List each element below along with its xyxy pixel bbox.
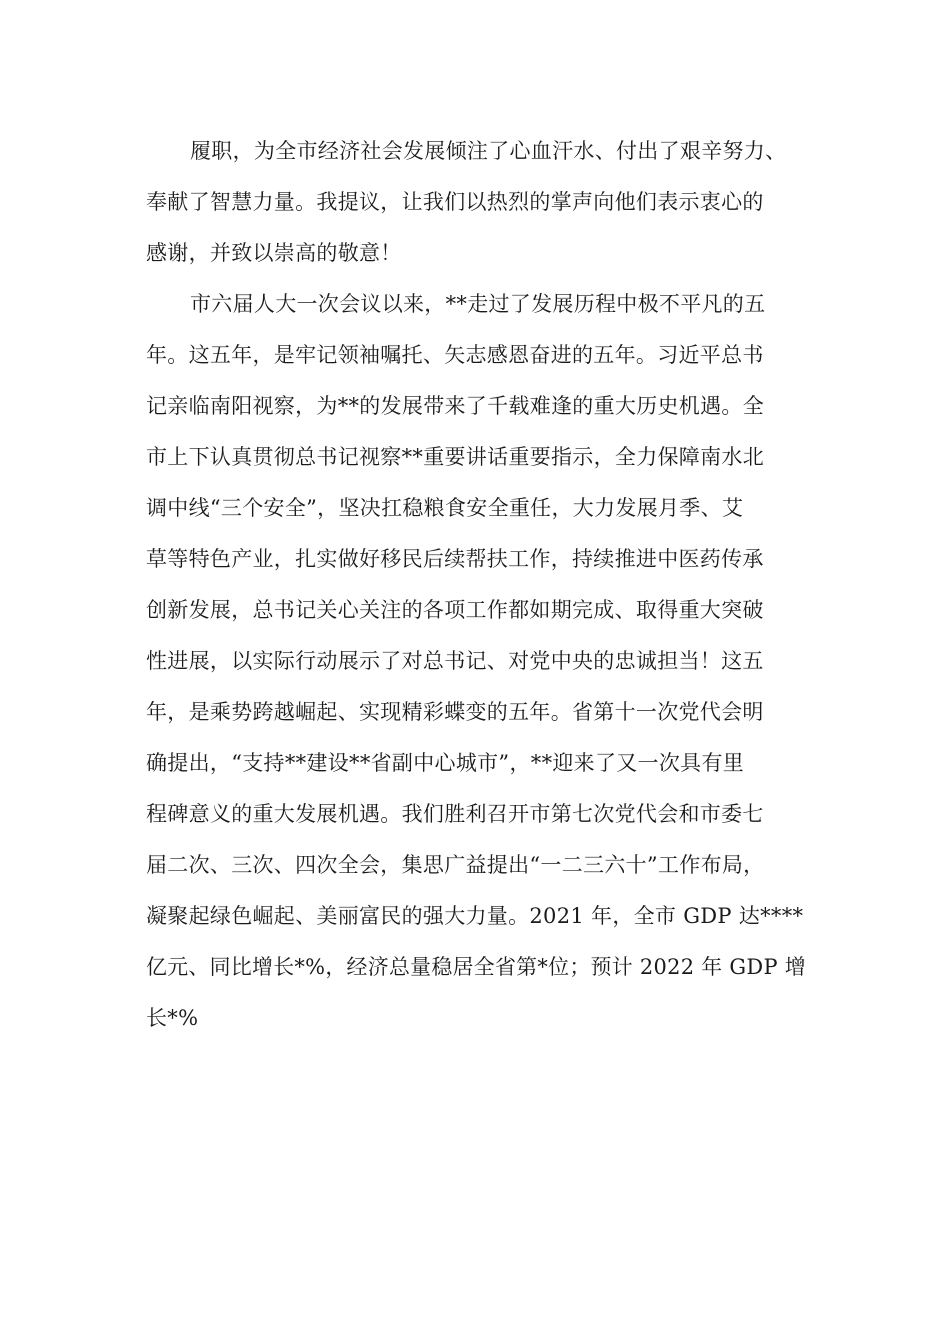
paragraph-1-line-1: 履职，为全市经济社会发展倾注了心血汗水、付出了艰辛努力、 <box>190 139 787 163</box>
paragraph-2-line-9: 年，是乘势跨越崛起、实现精彩蝶变的五年。省第十一次党代会明 <box>146 700 764 724</box>
paragraph-2-line-13: 凝聚起绿色崛起、美丽富民的强大力量。2021 年，全市 GDP 达**** <box>146 904 804 928</box>
paragraph-2-line-14: 亿元、同比增长*%，经济总量稳居全省第*位；预计 2022 年 GDP 增 <box>146 955 806 979</box>
paragraph-2-line-7: 创新发展，总书记关心关注的各项工作都如期完成、取得重大突破 <box>146 598 764 622</box>
paragraph-1-line-3: 感谢，并致以崇高的敬意！ <box>146 241 402 265</box>
paragraph-1-line-2: 奉献了智慧力量。我提议，让我们以热烈的掌声向他们表示衷心的 <box>146 190 764 214</box>
paragraph-2-line-8: 性进展，以实际行动展示了对总书记、对党中央的忠诚担当！这五 <box>146 649 764 673</box>
paragraph-2-line-3: 记亲临南阳视察，为**的发展带来了千载难逢的重大历史机遇。全 <box>146 394 764 418</box>
paragraph-2-line-5: 调中线“三个安全”，坚决扛稳粮食安全重任，大力发展月季、艾 <box>146 496 744 520</box>
paragraph-2-line-6: 草等特色产业，扎实做好移民后续帮扶工作，持续推进中医药传承 <box>146 547 764 571</box>
paragraph-2-line-11: 程碑意义的重大发展机遇。我们胜利召开市第七次党代会和市委七 <box>146 802 764 826</box>
paragraph-2-line-1: 市六届人大一次会议以来，**走过了发展历程中极不平凡的五 <box>190 292 766 316</box>
paragraph-2-line-2: 年。这五年，是牢记领袖嘱托、矢志感恩奋进的五年。习近平总书 <box>146 343 764 367</box>
paragraph-2-line-15: 长*% <box>146 1006 199 1030</box>
paragraph-2-line-4: 市上下认真贯彻总书记视察**重要讲话重要指示，全力保障南水北 <box>146 445 764 469</box>
paragraph-2-line-12: 届二次、三次、四次全会，集思广益提出“一二三六十”工作布局， <box>146 853 765 877</box>
paragraph-2-line-10: 确提出，“支持**建设**省副中心城市”，**迎来了又一次具有里 <box>146 751 745 775</box>
